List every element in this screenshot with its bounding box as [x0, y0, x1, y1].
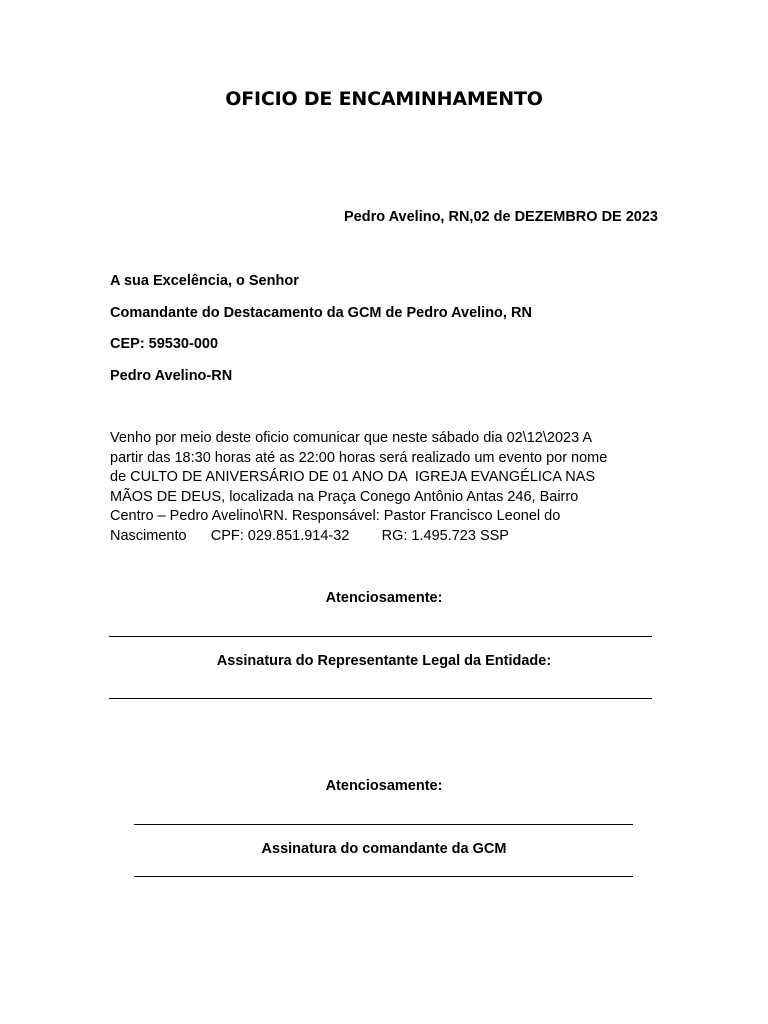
- signature-line-1b: [109, 698, 652, 699]
- document-title: OFICIO DE ENCAMINHAMENTO: [225, 88, 543, 110]
- signature-line-2a: [134, 824, 633, 825]
- signature-line-2b: [134, 876, 633, 877]
- addressee-cep: CEP: 59530-000: [110, 336, 219, 352]
- body-line: partir das 18:30 horas até as 22:00 horas será realizado um evento por nome: [110, 449, 608, 466]
- body-line: Venho por meio deste oficio comunicar que neste sábado dia 02\12\2023 A: [110, 430, 593, 446]
- closing-2: Atenciosamente:: [325, 778, 443, 794]
- addressee-city: Pedro Avelino-RN: [110, 368, 233, 384]
- dateline: Pedro Avelino, RN,02 de DEZEMBRO DE 2023: [344, 209, 658, 225]
- signature-line-1a: [109, 636, 652, 637]
- body-line: de CULTO DE ANIVERSÁRIO DE 01 ANO DA IGREJA EVANGÉLICA NAS: [110, 469, 596, 485]
- addressee-salutation: A sua Excelência, o Senhor: [110, 273, 299, 289]
- addressee-role: Comandante do Destacamento da GCM de Pedro Avelino, RN: [110, 305, 532, 321]
- body-line: Centro – Pedro Avelino\RN. Responsável: Pastor Francisco Leonel do: [110, 508, 561, 524]
- closing-1: Atenciosamente:: [325, 590, 443, 606]
- body-paragraph: [110, 429, 670, 546]
- body-line: Nascimento CPF: 029.851.914-32 RG: 1.495.723 SSP: [110, 527, 509, 544]
- signature-label-1: Assinatura do Representante Legal da Entidade:: [216, 653, 552, 669]
- signature-label-2: Assinatura do comandante da GCM: [261, 841, 507, 857]
- body-line: MÃOS DE DEUS, localizada na Praça Conego Antônio Antas 246, Bairro: [110, 488, 579, 505]
